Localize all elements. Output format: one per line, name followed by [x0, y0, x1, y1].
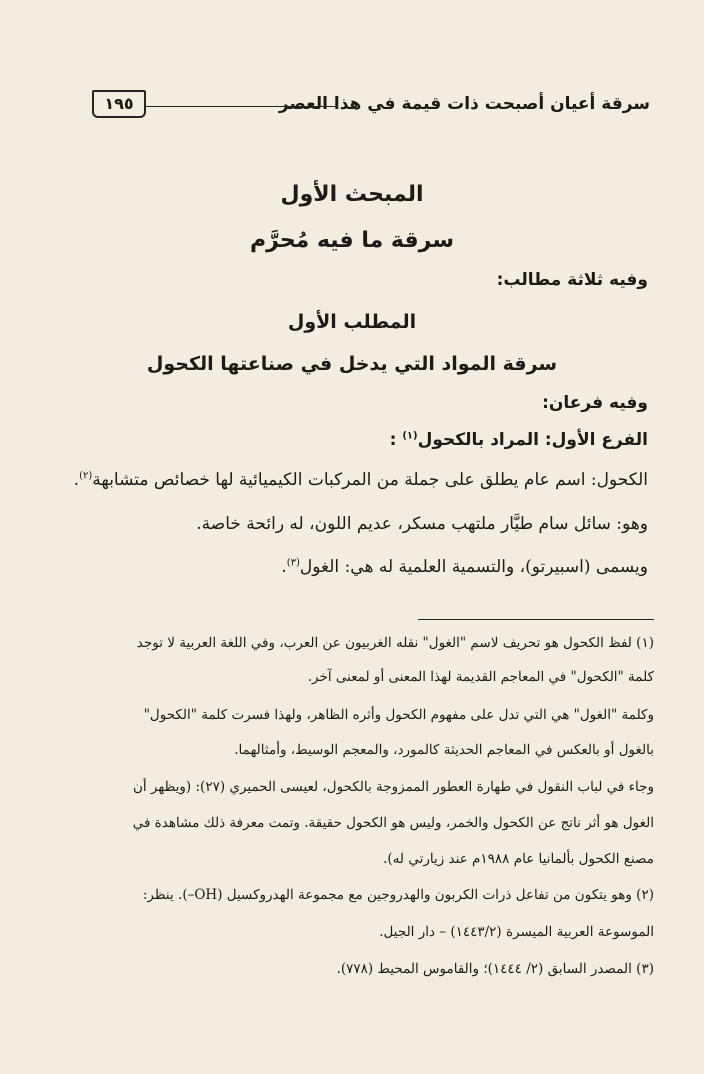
footnote-line: وجاء في لباب النقول في طهارة العطور الممزوجة بالكحول، لعيسى الحميري (٢٧): (ويظهر أن: [132, 779, 654, 795]
section-heading: المبحث الأول: [280, 182, 424, 207]
header-title: سرقة أعيان أصبحت ذات قيمة في هذا العصر: [278, 94, 650, 114]
footnote-line: كلمة "الكحول" في المعاجم القديمة لهذا المعنى أو لمعنى آخر.: [307, 669, 654, 685]
paragraph: [196, 514, 648, 534]
footnote-line: الغول هو أثر ناتج عن الكحول والخمر، وليس هو الكحول حقيقة. وتمت معرفة ذلك مشاهدة في: [132, 815, 654, 831]
paragraph-text: وهو: سائل سام طيَّار ملتهب مسكر، عديم اللون، له رائحة خاصة.: [196, 514, 648, 534]
branch-title: [390, 430, 648, 450]
footnote-line: (٣) المصدر السابق (٢/ ١٤٤٤)؛ والقاموس المحيط (٧٧٨).: [336, 961, 654, 977]
paragraph-text: الكحول: اسم عام يطلق على جملة من المركبات الكيميائية لها خصائص متشابهة: [92, 470, 648, 490]
paragraph: [74, 470, 648, 490]
footnote-ref-2: (٢): [79, 470, 93, 482]
running-header: [92, 92, 650, 122]
subsection-title: سرقة المواد التي يدخل في صناعتها الكحول: [146, 353, 558, 375]
paragraph-text: ويسمى (اسبيرتو)، والتسمية العلمية له هي: الغول: [299, 557, 648, 577]
paragraph-end: .: [73, 470, 80, 490]
footnote-line: بالغول أو بالعكس في المعاجم الحديثة كالمورد، والمعجم الوسيط، وأمثالهما.: [234, 742, 654, 758]
footnote-ref-3: (٣): [286, 557, 300, 569]
footnote-line: (١) لفظ الكحول هو تحريف لاسم "الغول" نقله الغربيون عن العرب، وفي اللغة العربية لا توجد: [136, 635, 654, 651]
branch-title-colon: :: [389, 430, 397, 450]
section-intro: وفيه ثلاثة مطالب:: [496, 270, 648, 290]
section-title: سرقة ما فيه مُحرَّم: [250, 228, 454, 253]
subsection-heading: المطلب الأول: [287, 311, 417, 333]
footnote-line: (٢) وهو يتكون من تفاعل ذرات الكربون والهدروجين مع مجموعة الهدروكسيل (OH–). ينظر:: [142, 887, 654, 903]
footnote-ref-1: (١): [402, 430, 418, 442]
header-rule: [144, 106, 338, 107]
footnote-separator: [418, 619, 654, 620]
footnote-line: مصنع الكحول بألمانيا عام ١٩٨٨م عند زيارتي له).: [383, 851, 654, 867]
paragraph-end: .: [281, 557, 287, 577]
paragraph: [281, 557, 648, 577]
page-number: ١٩٥: [92, 90, 146, 118]
footnote-line: الموسوعة العربية الميسرة (١٤٤٣/٢) – دار الجيل.: [379, 924, 654, 940]
subsection-intro: وفيه فرعان:: [542, 393, 648, 413]
branch-title-text: الفرع الأول: المراد بالكحول: [417, 430, 648, 450]
footnote-line: وكلمة "الغول" هي التي تدل على مفهوم الكحول وأثره الظاهر، ولهذا فسرت كلمة "الكحول": [143, 707, 654, 723]
